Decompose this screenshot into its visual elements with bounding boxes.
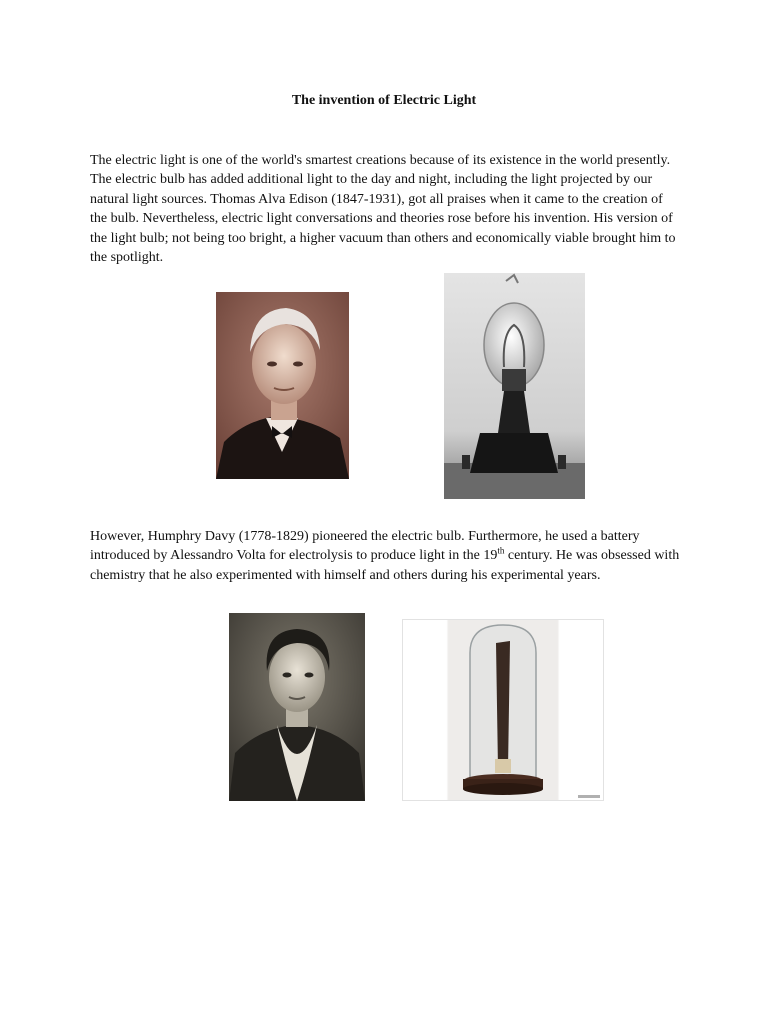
edison-portrait-photo: [216, 292, 349, 479]
paragraph-davy: [90, 527, 680, 585]
paragraph-davy-text-start: However, Humphry Davy (1778-1829) pioneered the electric bulb. Furthermore, he used a battery introduced by Alessandro Volta for electrolysis to produce light in the 19: [90, 529, 640, 564]
edison-light-bulb-photo: [444, 273, 585, 499]
davy-portrait-engraving: [229, 613, 365, 801]
paragraph-edison: The electric light is one of the world's smartest creations because of its existence in the world presently. The electric bulb has added additional light to the day and night, including the light projected by our natural light sources. Thomas Alva Edison (1847-1931), got all praises when it came to the creation of the bulb. Nevertheless, electric light conversations and theories rose before his invention. His version of the light bulb; not being too bright, a higher vacuum than others and economically viable brought him to the spotlight.: [90, 153, 676, 266]
davy-lamp-under-glass-photo: [402, 619, 604, 801]
paragraph-davy-text-end: century. He was obsessed with chemistry that he also experimented with himself and others during his experimental years.: [90, 548, 680, 583]
ordinal-superscript: th: [497, 545, 505, 556]
page-title: The invention of Electric Light: [291, 93, 477, 108]
